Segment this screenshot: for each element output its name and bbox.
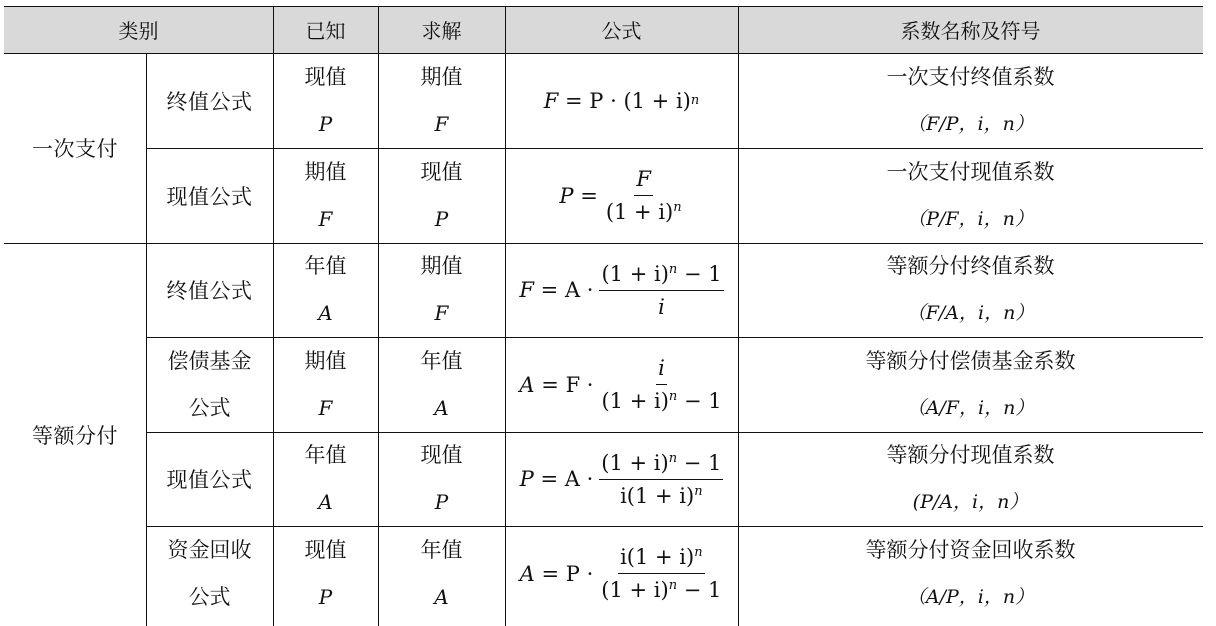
coefficient-name: 一次支付终值系数 <box>886 64 1055 89</box>
denominator-exponent: n <box>668 578 678 594</box>
formula-eq: = <box>541 561 560 586</box>
coefficient-cell <box>738 243 1203 337</box>
formula-cell <box>505 53 738 148</box>
fraction-numerator <box>599 260 723 291</box>
formula-cell <box>505 526 738 621</box>
coefficient-code: （A/F，i，n） <box>906 396 1035 419</box>
known-label: 现值 <box>304 537 347 562</box>
known-label: 期值 <box>304 159 347 184</box>
formula-cell <box>505 148 738 243</box>
denominator-tail: − 1 <box>677 578 722 602</box>
numerator-tail: − 1 <box>677 450 722 475</box>
formula-name: 终值公式 <box>166 89 253 114</box>
header-known: 已知 <box>305 19 346 43</box>
coefficient-cell <box>738 53 1203 148</box>
fraction-denominator: i <box>658 294 665 319</box>
known-label: 年值 <box>304 443 347 467</box>
solve-symbol: A <box>434 395 449 420</box>
formula-eq: = <box>565 88 583 113</box>
formula-prefix: A · <box>564 467 594 491</box>
formula-name-line1: 资金回收 <box>167 537 252 562</box>
known-cell <box>273 337 378 432</box>
solve-label: 期值 <box>420 254 463 278</box>
formula-fraction <box>599 449 723 510</box>
fraction-denominator <box>599 385 723 415</box>
formula-eq: = <box>541 372 559 397</box>
known-cell <box>273 243 378 337</box>
formula-expression <box>559 165 683 226</box>
fraction-numerator <box>618 543 705 574</box>
formula-cell <box>505 432 738 526</box>
solve-label: 现值 <box>420 159 463 184</box>
header-category: 类别 <box>118 19 159 43</box>
numerator-exponent: n <box>694 545 703 561</box>
formula-eq: = <box>540 467 559 491</box>
formula-lhs: F <box>519 278 534 302</box>
fraction-denominator <box>618 480 705 510</box>
formula-cell <box>505 243 738 337</box>
formula-fraction <box>599 354 723 415</box>
solve-label: 年值 <box>420 537 463 562</box>
numerator-base: (1 + i) <box>601 450 669 475</box>
known-label: 期值 <box>304 348 347 373</box>
coefficient-cell <box>738 526 1203 621</box>
header-solve: 求解 <box>421 19 462 43</box>
known-cell <box>273 526 378 621</box>
solve-cell <box>378 526 505 621</box>
known-symbol: A <box>318 490 333 514</box>
formula-lhs: P <box>519 467 534 491</box>
coefficient-code: （F/A，i，n） <box>906 302 1035 324</box>
formula-name: 终值公式 <box>166 279 253 303</box>
denominator-base: (1 + i) <box>601 578 669 602</box>
coefficient-name: 等额分付现值系数 <box>886 443 1055 467</box>
fraction-numerator: i <box>656 354 667 385</box>
formula-prefix: F · <box>565 372 594 397</box>
coefficient-name: 等额分付终值系数 <box>886 254 1055 278</box>
denominator-tail: − 1 <box>677 389 722 413</box>
coefficient-cell <box>738 432 1203 526</box>
numerator-base: i(1 + i) <box>620 545 695 569</box>
denominator-exponent: n <box>668 389 678 405</box>
known-symbol: F <box>318 395 333 420</box>
coefficient-code: (P/A，i，n） <box>912 491 1029 513</box>
fraction-numerator: F <box>634 165 653 196</box>
formula-prefix: P · <box>565 561 594 586</box>
formula-prefix: A · <box>564 278 594 302</box>
coefficient-name: 等额分付偿债基金系数 <box>865 348 1076 373</box>
numerator-exponent: n <box>668 450 678 466</box>
header-coefficient: 系数名称及符号 <box>900 19 1041 43</box>
coefficient-name: 一次支付现值系数 <box>886 159 1055 184</box>
solve-symbol: A <box>434 584 449 609</box>
known-cell <box>273 432 378 526</box>
formula-name <box>146 526 273 621</box>
solve-symbol: P <box>434 490 449 514</box>
formula-expression <box>519 260 723 321</box>
formula-name-line2: 公式 <box>188 395 231 420</box>
solve-label: 现值 <box>420 443 463 467</box>
formula-name: 现值公式 <box>166 184 253 209</box>
solve-cell <box>378 243 505 337</box>
solve-symbol: P <box>434 206 449 231</box>
formula-lhs: F <box>543 88 559 113</box>
formula-fraction <box>599 543 723 604</box>
solve-symbol: F <box>434 301 449 325</box>
coefficient-code: （F/P，i，n） <box>907 112 1034 135</box>
formula-name: 现值公式 <box>166 468 253 492</box>
known-symbol: F <box>318 206 333 231</box>
known-symbol: P <box>318 584 333 609</box>
numerator-exponent: n <box>668 261 678 277</box>
coefficient-cell <box>738 337 1203 432</box>
solve-cell <box>378 432 505 526</box>
header-formula: 公式 <box>601 19 642 43</box>
coefficient-name: 等额分付资金回收系数 <box>865 537 1076 562</box>
formula-name-line2: 公式 <box>188 584 231 609</box>
numerator-tail: − 1 <box>677 261 722 286</box>
solve-cell <box>378 337 505 432</box>
formula-expression <box>520 543 724 604</box>
fraction-numerator <box>599 449 723 480</box>
group-single-payment: 一次支付 <box>32 137 118 161</box>
formula-expression <box>520 449 724 510</box>
formula-lhs: P <box>559 183 574 208</box>
denominator-base: (1 + i) <box>605 200 674 224</box>
solve-symbol: F <box>434 111 449 136</box>
formula-lhs: A <box>519 372 535 397</box>
numerator-base: (1 + i) <box>601 261 669 286</box>
formula-fraction <box>604 165 684 226</box>
known-cell <box>273 53 378 148</box>
denominator-base: i(1 + i) <box>620 483 695 508</box>
denominator-exponent: n <box>694 483 703 499</box>
solve-label: 期值 <box>420 64 463 89</box>
coefficient-code: （A/P，i，n） <box>906 585 1035 608</box>
fraction-denominator <box>604 196 684 226</box>
formula-table <box>4 6 1203 626</box>
solve-cell <box>378 148 505 243</box>
denominator-exponent: n <box>673 200 682 216</box>
formula-eq: = <box>540 278 559 302</box>
formula-rhs: P · (1 + i) <box>589 88 691 113</box>
formula-name-line1: 偿债基金 <box>167 348 252 373</box>
known-symbol: A <box>318 301 333 325</box>
formula-fraction <box>599 260 723 321</box>
formula-expression: F = P · (1 + i) n <box>543 88 700 113</box>
solve-label: 年值 <box>420 348 463 373</box>
formula-name <box>146 337 273 432</box>
known-symbol: P <box>318 111 333 136</box>
formula-cell <box>505 337 738 432</box>
coefficient-code: （P/F，i，n） <box>907 207 1034 230</box>
formula-expression <box>519 354 723 415</box>
known-cell <box>273 148 378 243</box>
formula-eq: = <box>580 183 598 208</box>
known-label: 年值 <box>304 254 347 278</box>
denominator-base: (1 + i) <box>601 389 669 413</box>
formula-lhs: A <box>519 561 535 586</box>
solve-cell <box>378 53 505 148</box>
fraction-denominator <box>599 574 723 604</box>
coefficient-cell <box>738 148 1203 243</box>
group-uniform-series: 等额分付 <box>32 423 118 448</box>
known-label: 现值 <box>304 64 347 89</box>
